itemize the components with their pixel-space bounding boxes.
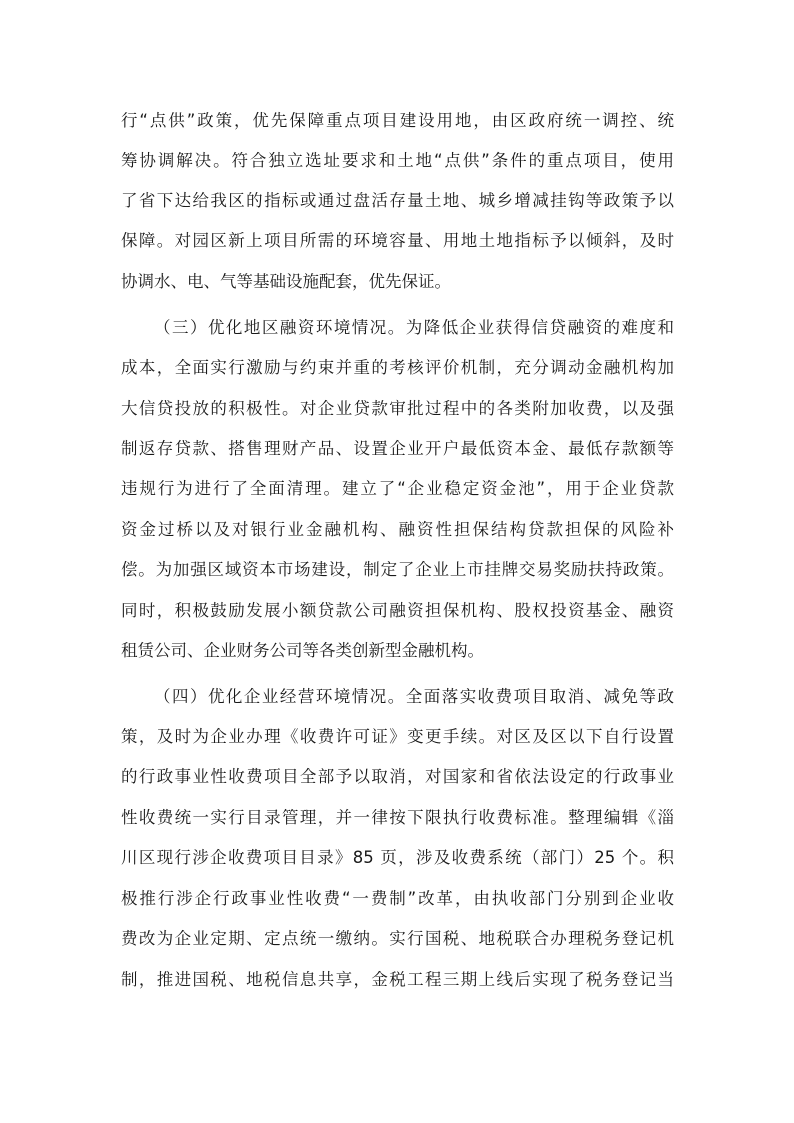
paragraph-heading-3: （三）优化地区融资环境情况。为降低企业获得信贷融资的难度和 xyxy=(154,318,674,337)
text-line: 协调水、电、气等基础设施配套，优先保证。 xyxy=(121,272,451,291)
text-line: 性收费统一实行目录管理，并一律按下限执行收费标准。整理编辑《淄 xyxy=(121,808,674,827)
text-line: 资金过桥以及对银行业金融机构、融资性担保结构贷款担保的风险补 xyxy=(121,520,674,539)
text-line: 了省下达给我区的指标或通过盘活存量土地、城乡增减挂钩等政策予以 xyxy=(121,191,674,210)
text-line: 成本，全面实行激励与约束并重的考核评价机制，充分调动金融机构加 xyxy=(121,358,674,377)
text-line: 同时，积极鼓励发展小额贷款公司融资担保机构、股权投资基金、融资 xyxy=(121,601,674,620)
text-line: 偿。为加强区域资本市场建设，制定了企业上市挂牌交易奖励扶持政策。 xyxy=(121,560,674,579)
text-line: 的行政事业性收费项目全部予以取消，对国家和省依法设定的行政事业 xyxy=(121,767,674,786)
text-line: 川区现行涉企收费项目目录》85 页，涉及收费系统（部门）25 个。积 xyxy=(121,848,674,867)
paragraph-heading-4: （四）优化企业经营环境情况。全面落实收费项目取消、减免等政 xyxy=(154,687,674,706)
text-line: 大信贷投放的积极性。对企业贷款审批过程中的各类附加收费，以及强 xyxy=(121,399,674,418)
text-line: 违规行为进行了全面清理。建立了“企业稳定资金池”，用于企业贷款 xyxy=(121,479,674,498)
text-line: 租赁公司、企业财务公司等各类创新型金融机构。 xyxy=(121,641,484,660)
text-line: 极推行涉企行政事业性收费“一费制”改革，由执收部门分别到企业收 xyxy=(121,889,674,908)
text-line: 费改为企业定期、定点统一缴纳。实行国税、地税联合办理税务登记机 xyxy=(121,929,674,948)
text-line: 筹协调解决。符合独立选址要求和土地“点供”条件的重点项目，使用 xyxy=(121,151,674,170)
text-line: 策，及时为企业办理《收费许可证》变更手续。对区及区以下自行设置 xyxy=(121,727,674,746)
text-line: 保障。对园区新上项目所需的环境容量、用地土地指标予以倾斜，及时 xyxy=(121,231,674,250)
text-line: 制，推进国税、地税信息共享，金税工程三期上线后实现了税务登记当 xyxy=(121,970,674,989)
text-line: 行“点供”政策，优先保障重点项目建设用地，由区政府统一调控、统 xyxy=(121,111,674,130)
text-line: 制返存贷款、搭售理财产品、设置企业开户最低资本金、最低存款额等 xyxy=(121,439,674,458)
